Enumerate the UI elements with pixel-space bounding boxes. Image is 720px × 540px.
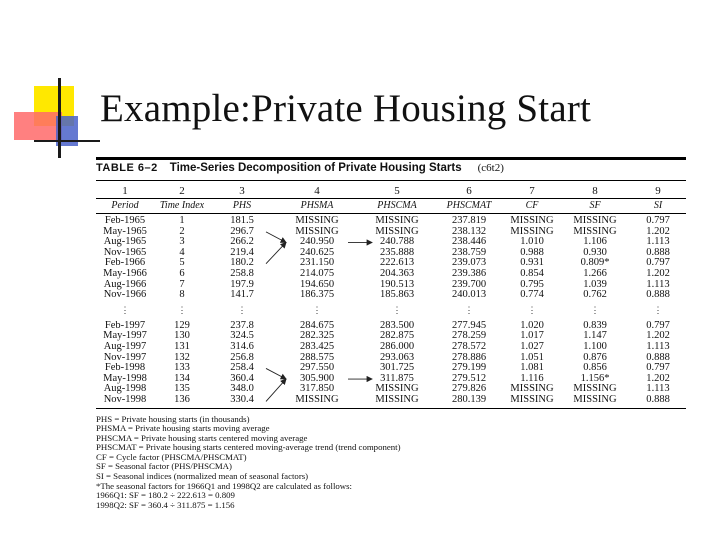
decor-vertical-line	[58, 78, 61, 158]
table-cell: 239.386	[451, 267, 487, 279]
table-cell: MISSING	[274, 395, 360, 408]
table-row	[96, 342, 686, 353]
table-row	[96, 214, 686, 227]
table-cell: 330.4	[210, 395, 274, 408]
column-number: 2	[179, 184, 185, 197]
table-cell: 133	[174, 362, 190, 374]
table-cell: MISSING	[510, 383, 554, 395]
table-cell: 256.8	[230, 351, 254, 363]
table-cell: 1.100	[583, 340, 607, 352]
table-cell: Feb-1965	[104, 215, 146, 226]
table-cell: 297.550	[299, 362, 335, 374]
table-cell: 348.0	[230, 383, 254, 395]
table-cell: MISSING	[375, 225, 419, 237]
table-cell: 131	[174, 340, 190, 352]
table-cell: Aug-1997	[103, 340, 147, 352]
table-cell: 284.675	[299, 319, 335, 331]
table-cell: 1.113	[646, 278, 670, 290]
table-cell: 1.039	[583, 278, 607, 290]
table-cell: 317.850	[299, 383, 335, 395]
table-cell: 1.202	[646, 330, 670, 342]
table-cell: 0.856	[583, 362, 607, 374]
ellipsis-cell: ⋮	[237, 304, 247, 315]
column-number: 3	[239, 184, 245, 197]
table-cell: Nov-1998	[96, 395, 154, 408]
table-caption	[96, 162, 686, 180]
table-cell: Nov-1966	[103, 289, 147, 301]
column-header: PHSCMA	[360, 199, 434, 214]
decor-horizontal-line	[34, 140, 100, 142]
table-cell: 0.888	[646, 351, 670, 363]
footnote-line: PHSCMAT = Private housing starts centered moving-average trend (trend component)	[96, 442, 401, 453]
ellipsis-cell: ⋮	[120, 304, 130, 315]
table-cell: 214.075	[299, 267, 335, 279]
table-footnotes	[96, 415, 686, 511]
table-cell: 237.819	[451, 215, 487, 226]
table-cell: 1.147	[583, 330, 607, 342]
table-cell: May-1965	[103, 225, 147, 237]
table-cell: May-1966	[103, 267, 147, 279]
table-cell: 0.888	[630, 395, 686, 408]
table-cell: MISSING	[375, 383, 419, 395]
slide-title: Example:Private Housing Start	[100, 87, 592, 130]
table-cell: 1.027	[520, 340, 544, 352]
footnote-line: PHSMA = Private housing starts moving average	[96, 423, 270, 434]
decor-red-block	[14, 112, 62, 140]
table-cell: 219.4	[230, 246, 254, 258]
table-row	[96, 269, 686, 280]
table-cell: 194.650	[299, 278, 335, 290]
table-cell: 1.156*	[580, 372, 610, 384]
table-cell: 240.950	[299, 236, 335, 248]
table-cell: MISSING	[573, 225, 617, 237]
footnote-line: *The seasonal factors for 1966Q1 and 1998Q2 are calculated as follows:	[96, 480, 353, 491]
table-cell: Aug-1998	[103, 383, 147, 395]
table-cell: Feb-1997	[104, 319, 146, 331]
table-cell: 311.875	[380, 372, 414, 384]
table-cell: MISSING	[295, 215, 339, 226]
table-data-code: (c6t2)	[477, 162, 504, 174]
table-cell: 279.512	[451, 372, 487, 384]
column-number-row	[96, 181, 686, 199]
table-cell: MISSING	[360, 395, 434, 408]
table-cell: 190.513	[379, 278, 415, 290]
column-number: 8	[592, 184, 598, 197]
table-cell: 305.900	[299, 372, 335, 384]
table-cell: 0.888	[646, 246, 670, 258]
table-cell: 231.150	[299, 257, 335, 269]
table-cell: 6	[179, 267, 185, 279]
ellipsis-cell: ⋮	[177, 304, 187, 315]
table-cell: MISSING	[573, 383, 617, 395]
table-cell: 1.081	[520, 362, 544, 374]
table-cell: 0.876	[583, 351, 607, 363]
ellipsis-cell: ⋮	[527, 304, 537, 315]
table-cell: MISSING	[504, 395, 560, 408]
column-header: PHSMA	[274, 199, 360, 214]
table-cell: Nov-1997	[103, 351, 147, 363]
table-cell: 0.839	[583, 319, 607, 331]
table-cell: 0.774	[520, 289, 544, 301]
column-header: Time Index	[154, 199, 210, 214]
table-row	[96, 395, 686, 408]
table-cell: 239.700	[451, 278, 487, 290]
table-cell: MISSING	[510, 225, 554, 237]
table-cell: 282.325	[299, 330, 335, 342]
table-cell: 136	[154, 395, 210, 408]
table-cell: 258.8	[230, 267, 254, 279]
table-cell: 1.116	[520, 372, 544, 384]
ellipsis-row	[96, 301, 686, 319]
column-header: CF	[504, 199, 560, 214]
table-body	[96, 214, 686, 409]
table-cell: 258.4	[230, 362, 254, 374]
table-cell: 238.132	[451, 225, 487, 237]
table-cell: 1.202	[646, 267, 670, 279]
table-cell: 1.106	[583, 236, 607, 248]
column-header: Period	[96, 199, 154, 214]
table-cell: 0.797	[646, 362, 670, 374]
table-cell: 0.930	[583, 246, 607, 258]
table-caption-text: Time-Series Decomposition of Private Housing Starts	[169, 162, 462, 174]
table-cell: 3	[179, 236, 185, 248]
table-cell: 8	[179, 289, 185, 301]
table-cell: 186.375	[299, 289, 335, 301]
column-header: PHSCMAT	[434, 199, 504, 214]
table-cell: 239.073	[451, 257, 487, 269]
ellipsis-cell: ⋮	[312, 304, 322, 315]
table-cell: 1.202	[646, 372, 670, 384]
table-cell: 0.797	[646, 215, 670, 226]
table-cell: 277.945	[451, 319, 487, 331]
table-cell: 282.875	[379, 330, 415, 342]
table-cell: 0.888	[646, 289, 670, 301]
table-cell: 314.6	[230, 340, 254, 352]
table-label: TABLE 6–2	[96, 162, 158, 174]
table-cell: 1.113	[646, 236, 670, 248]
table-cell: Nov-1965	[103, 246, 147, 258]
table-cell: 288.575	[299, 351, 335, 363]
ellipsis-cell: ⋮	[392, 304, 402, 315]
table-cell: MISSING	[560, 395, 630, 408]
table-cell: 181.5	[230, 215, 254, 226]
table-cell: 185.863	[379, 289, 415, 301]
table-cell: 235.888	[379, 246, 415, 258]
table-cell: 296.7	[230, 225, 254, 237]
column-number: 5	[394, 184, 400, 197]
column-header: SF	[560, 199, 630, 214]
column-header: SI	[630, 199, 686, 214]
table-cell: 141.7	[230, 289, 254, 301]
top-rule	[96, 157, 686, 160]
table-cell: 240.625	[299, 246, 335, 258]
table-cell: 301.725	[379, 362, 415, 374]
table-cell: 1.010	[520, 236, 544, 248]
table-cell: 1.113	[646, 383, 670, 395]
table-cell: 266.2	[230, 236, 254, 248]
table-cell: 1.017	[520, 330, 544, 342]
column-number: 1	[122, 184, 128, 197]
table-cell: 293.063	[379, 351, 415, 363]
table-cell: 0.797	[646, 319, 670, 331]
table-cell: 180.2	[230, 257, 254, 269]
table-cell: MISSING	[375, 215, 419, 226]
table-cell: 238.446	[451, 236, 487, 248]
table-cell: 283.425	[299, 340, 335, 352]
table-cell: 279.826	[451, 383, 487, 395]
table-cell: 286.000	[379, 340, 415, 352]
table-cell: 2	[179, 225, 185, 237]
table-cell: 1.202	[646, 225, 670, 237]
table-cell: 278.572	[451, 340, 487, 352]
table-cell: 283.500	[379, 319, 415, 331]
column-number: 9	[655, 184, 661, 197]
ellipsis-cell: ⋮	[590, 304, 600, 315]
table-cell: 7	[179, 278, 185, 290]
table-cell: 324.5	[230, 330, 254, 342]
table-cell: 279.199	[451, 362, 487, 374]
footnote-line: 1966Q1: SF = 180.2 ÷ 222.613 = 0.809	[96, 490, 235, 501]
footnote-line: SI = Seasonal indices (normalized mean of seasonal factors)	[96, 471, 309, 482]
ellipsis-cell: ⋮	[464, 304, 474, 315]
column-header: PHS	[210, 199, 274, 214]
column-number: 4	[314, 184, 320, 197]
table-cell: 240.013	[451, 289, 487, 301]
footnote-line: PHS = Private housing starts (in thousands)	[96, 413, 250, 424]
table-cell: 0.795	[520, 278, 544, 290]
table-cell: 5	[179, 257, 185, 269]
table-cell: 1	[179, 215, 185, 226]
table-cell: 278.259	[451, 330, 487, 342]
table-cell: 0.931	[520, 257, 544, 269]
table-cell: 132	[174, 351, 190, 363]
table-cell: 238.759	[451, 246, 487, 258]
table-cell: 360.4	[230, 372, 254, 384]
table-cell: May-1997	[103, 330, 147, 342]
table-cell: MISSING	[573, 215, 617, 226]
table-cell: 1.266	[583, 267, 607, 279]
table-cell: MISSING	[295, 225, 339, 237]
table-figure	[96, 157, 686, 510]
decomposition-table	[96, 181, 686, 409]
table-cell: 278.886	[451, 351, 487, 363]
table-cell: 0.854	[520, 267, 544, 279]
table-cell: 237.8	[230, 319, 254, 331]
table-cell: 197.9	[230, 278, 254, 290]
table-cell: 0.988	[520, 246, 544, 258]
table-cell: 134	[174, 372, 190, 384]
table-cell: 129	[174, 319, 190, 331]
ellipsis-cell: ⋮	[653, 304, 663, 315]
table-cell: 204.363	[379, 267, 415, 279]
footnote-line: 1998Q2: SF = 360.4 ÷ 311.875 = 1.156	[96, 499, 235, 510]
footnote-line: CF = Cycle factor (PHSCMA/PHSCMAT)	[96, 451, 247, 462]
table-cell: 135	[174, 383, 190, 395]
table-cell: MISSING	[510, 215, 554, 226]
column-header-row	[96, 199, 686, 214]
table-cell: Aug-1966	[103, 278, 147, 290]
column-number: 6	[466, 184, 472, 197]
table-cell: 222.613	[379, 257, 415, 269]
table-cell: 1.051	[520, 351, 544, 363]
table-row	[96, 290, 686, 301]
table-cell: 1.020	[520, 319, 544, 331]
column-number: 7	[529, 184, 535, 197]
table-cell: 4	[179, 246, 185, 258]
table-cell: Aug-1965	[103, 236, 147, 248]
table-cell: May-1998	[103, 372, 147, 384]
table-cell: 0.809*	[580, 257, 610, 269]
footnote-line: PHSCMA = Private housing starts centered moving average	[96, 432, 308, 443]
footnote-line: SF = Seasonal factor (PHS/PHSCMA)	[96, 461, 232, 472]
table-cell: 0.762	[583, 289, 607, 301]
table-cell: Feb-1998	[104, 362, 146, 374]
table-cell: 130	[174, 330, 190, 342]
table-cell: 1.113	[646, 340, 670, 352]
table-cell: Feb-1966	[104, 257, 146, 269]
table-cell: 280.139	[434, 395, 504, 408]
table-cell: 0.797	[646, 257, 670, 269]
table-cell: 240.788	[379, 236, 415, 248]
